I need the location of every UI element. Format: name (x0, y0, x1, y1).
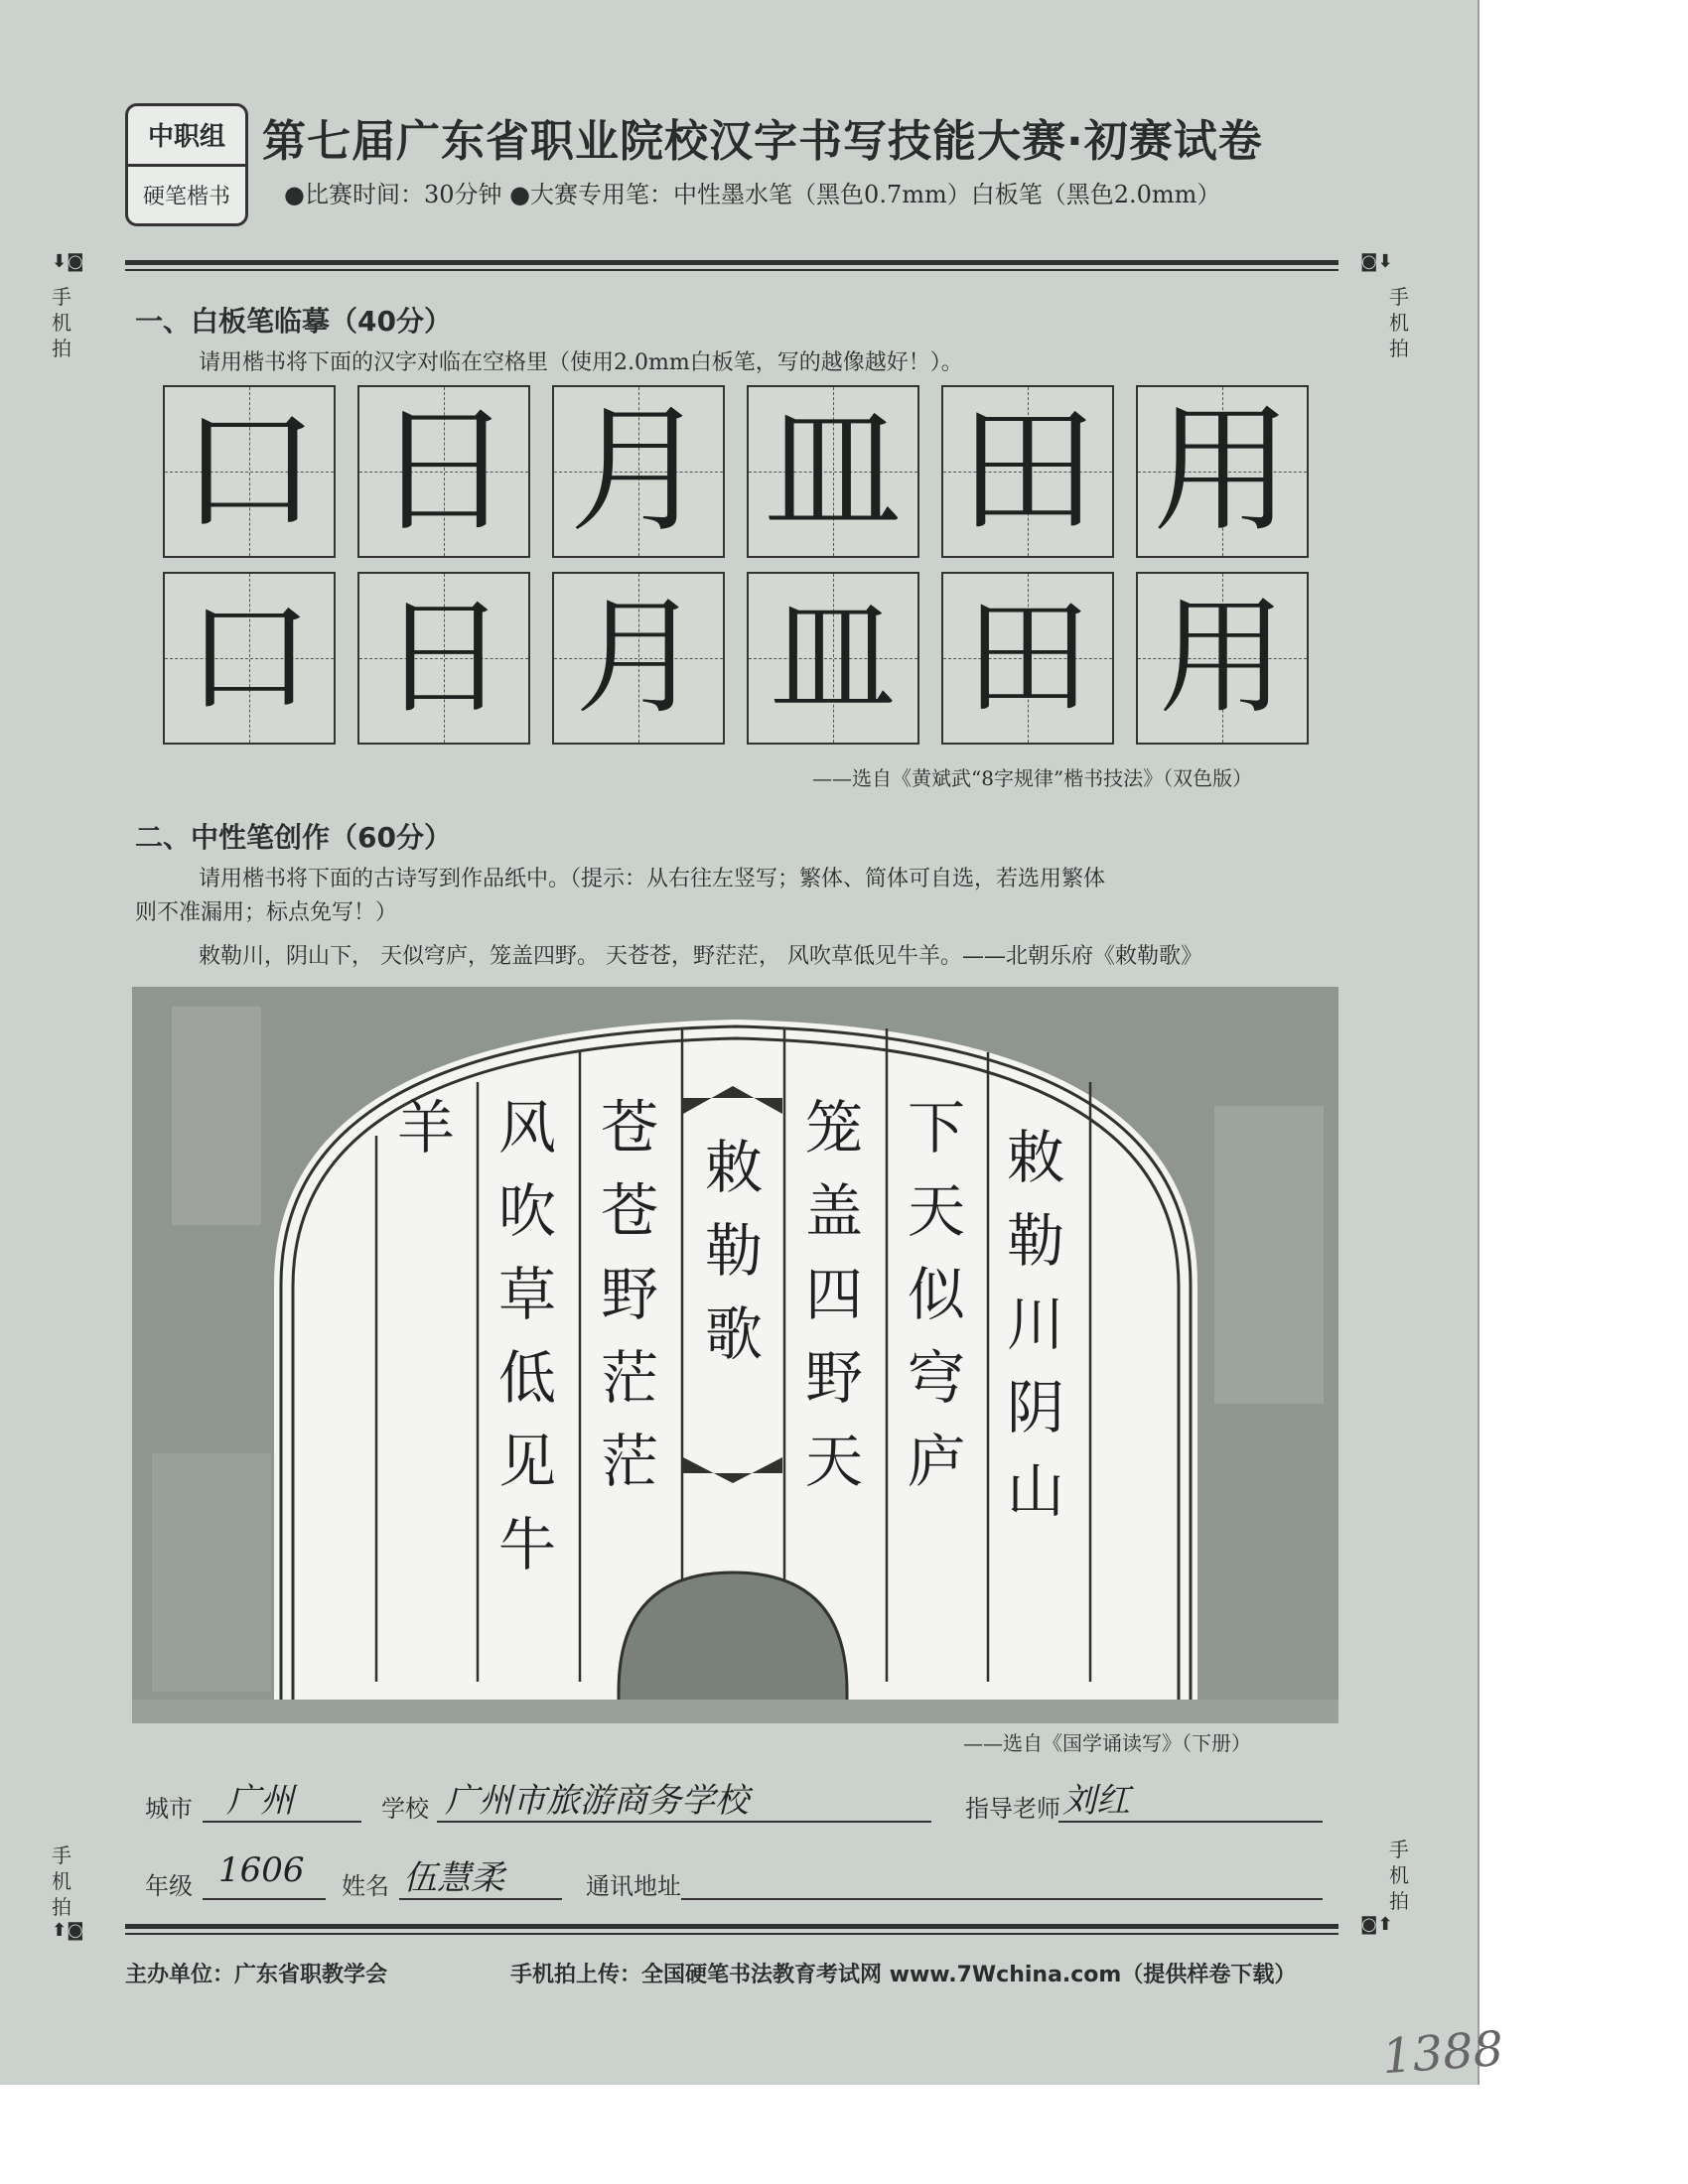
city-value: 广州 (226, 1781, 294, 1821)
model-char: 月 (568, 390, 708, 552)
model-char-cell (552, 385, 725, 558)
section1-source: ——选自《黄斌武“8字规律”楷书技法》（双色版） (812, 766, 1253, 790)
copy-char-cell[interactable] (552, 572, 725, 745)
teacher-value: 刘红 (1062, 1781, 1130, 1821)
badge-bottom-text: 硬笔楷书 (142, 184, 230, 209)
model-char-cell (163, 385, 336, 558)
model-char: 皿 (763, 390, 903, 552)
camera-up-icon: ◙⬆ (1360, 1914, 1393, 1935)
artwork-column: 敕 勒 川 阴 山 (1006, 1124, 1064, 1525)
section1-heading: 一、白板笔临摹（40分） (135, 305, 452, 338)
name-field[interactable] (399, 1898, 562, 1900)
artwork-title-column: 敕 勒 歌 (704, 1134, 763, 1368)
artwork-column: 羊 (396, 1094, 455, 1161)
organizer-text: 主办单位：广东省职教学会 (125, 1963, 388, 1987)
section2-heading: 二、中性笔创作（60分） (135, 821, 452, 854)
copied-char: 皿 (769, 584, 897, 732)
camera-down-icon: ⬇◙ (52, 251, 84, 272)
bottom-rule (125, 1924, 1338, 1935)
grade-value: 1606 (218, 1850, 305, 1890)
address-field[interactable] (681, 1898, 1323, 1900)
side-label-left-top: 手机拍 (52, 285, 71, 360)
model-char-cell (747, 385, 919, 558)
copy-char-cell[interactable] (1136, 572, 1309, 745)
side-label-left-bottom: 手机拍 (52, 1843, 71, 1919)
side-label-right-bottom: 手机拍 (1389, 1838, 1409, 1913)
copied-char: 月 (574, 584, 702, 732)
copy-char-cell[interactable] (163, 572, 336, 745)
artwork-paper[interactable] (132, 987, 1338, 1723)
artwork-column: 笼 盖 四 野 天 (804, 1094, 863, 1495)
artwork-column: 苍 苍 野 茫 茫 (600, 1094, 658, 1495)
grade-label: 年级 (145, 1872, 193, 1900)
camera-down-icon: ◙⬇ (1360, 251, 1393, 272)
school-value: 广州市旅游商务学校 (445, 1781, 749, 1821)
copied-char: 用 (1158, 584, 1286, 732)
school-field[interactable] (437, 1821, 931, 1823)
school-label: 学校 (381, 1795, 429, 1823)
camera-up-icon: ⬆◙ (52, 1920, 84, 1941)
copy-char-cell[interactable] (747, 572, 919, 745)
category-badge (125, 103, 248, 226)
grade-field[interactable] (203, 1898, 326, 1900)
copied-char: 日 (379, 584, 507, 732)
copied-char: 田 (963, 584, 1091, 732)
model-char-cell (941, 385, 1114, 558)
model-char-cell (1136, 385, 1309, 558)
model-char-cell (357, 385, 530, 558)
teacher-label: 指导老师 (965, 1795, 1060, 1823)
artwork-column: 下 天 似 穹 庐 (907, 1094, 965, 1495)
page-number: 1388 (1380, 2020, 1505, 2086)
badge-top-text: 中职组 (128, 106, 245, 167)
exam-subtitle: ●比赛时间：30分钟 ●大赛专用笔：中性墨水笔（黑色0.7mm）白板笔（黑色2.0mm） (284, 181, 1221, 208)
city-field[interactable] (203, 1821, 361, 1823)
address-label: 通讯地址 (586, 1872, 681, 1900)
copy-char-cell[interactable] (941, 572, 1114, 745)
name-label: 姓名 (342, 1872, 389, 1900)
model-char: 用 (1152, 390, 1292, 552)
model-char: 田 (957, 390, 1097, 552)
teacher-field[interactable] (1058, 1821, 1323, 1823)
upload-text: 手机拍上传：全国硬笔书法教育考试网 www.7Wchina.com（提供样卷下载） (510, 1963, 1297, 1987)
exam-title: 第七届广东省职业院校汉字书写技能大赛·初赛试卷 (262, 116, 1263, 167)
copied-char: 口 (185, 584, 313, 732)
city-label: 城市 (145, 1795, 193, 1823)
section2-instruction-1: 请用楷书将下面的古诗写到作品纸中。（提示：从右往左竖写；繁体、简体可自选，若选用繁体 (199, 867, 1106, 891)
section1-instruction: 请用楷书将下面的汉字对临在空格里（使用2.0mm白板笔，写的越像越好！）。 (199, 350, 963, 375)
poem-text: 敕勒川，阴山下， 天似穹庐，笼盖四野。 天苍苍，野茫茫， 风吹草低见牛羊。——北朝乐府《敕勒歌》 (199, 944, 1202, 969)
model-char: 日 (373, 390, 513, 552)
top-rule (125, 260, 1338, 271)
side-label-right-top: 手机拍 (1389, 285, 1409, 360)
section2-instruction-2: 则不准漏用；标点免写！） (135, 900, 398, 925)
section2-source: ——选自《国学诵读写》（下册） (963, 1731, 1251, 1755)
artwork-column: 风 吹 草 低 见 牛 (497, 1094, 556, 1578)
name-value: 伍慧柔 (403, 1858, 504, 1898)
copy-char-cell[interactable] (357, 572, 530, 745)
model-char: 口 (179, 390, 319, 552)
